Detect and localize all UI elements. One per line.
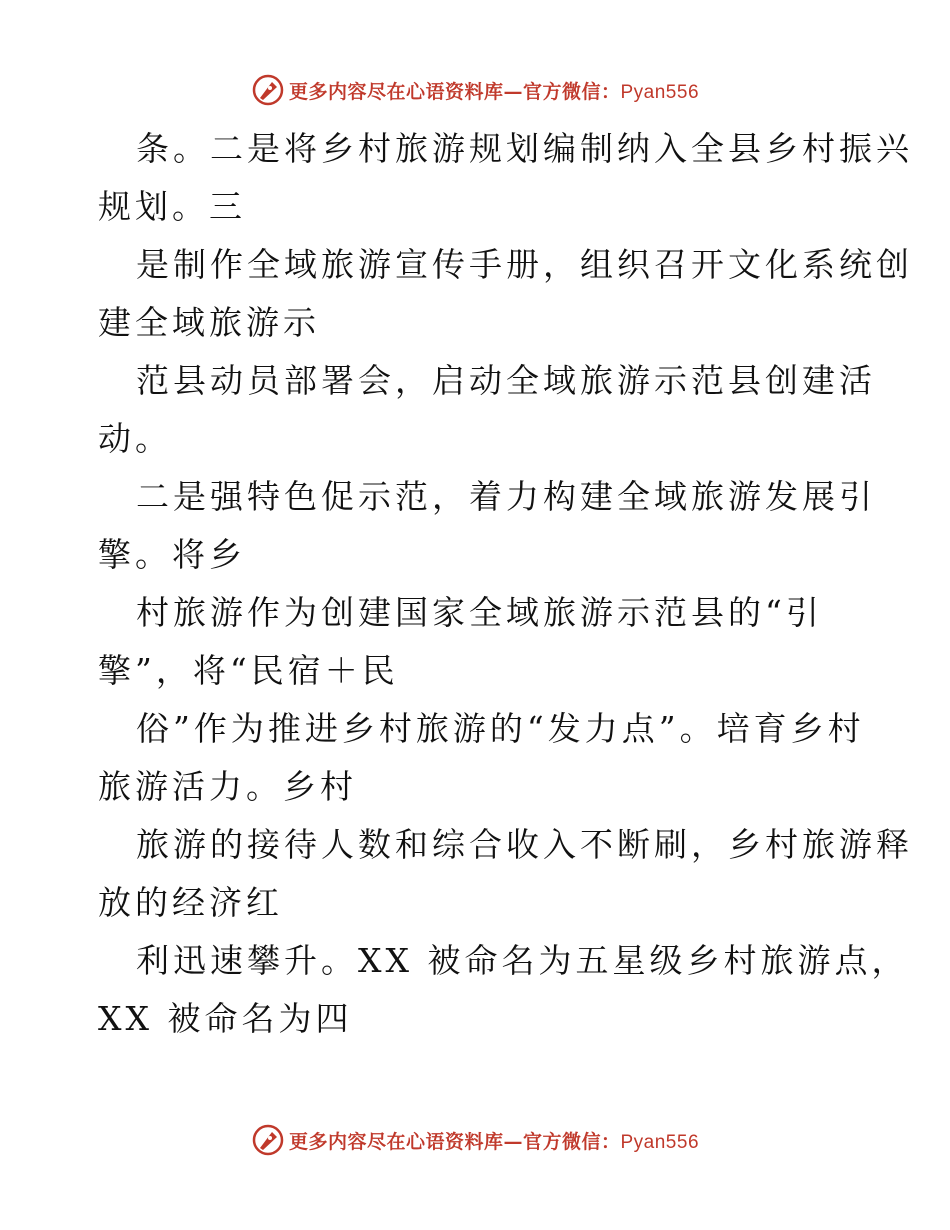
text-line: 放的经济红 [98, 883, 283, 922]
text-line: 条。二是将乡村旅游规划编制纳入全县乡村振兴 [136, 129, 913, 168]
text-line: 旅游活力。乡村 [98, 767, 357, 806]
text-line: 擎”，将“民宿＋民 [98, 651, 399, 690]
text-line: 动。 [98, 419, 172, 458]
text-line: 俗”作为推进乡村旅游的“发力点”。培育乡村 [136, 709, 865, 748]
text-line: 擎。将乡 [98, 535, 246, 574]
document-body [98, 120, 913, 1048]
watermark-text: 更多内容尽在心语资料库—官方微信：Pyan556 [288, 80, 700, 103]
text-line: 规划。三 [98, 187, 246, 226]
text-line: 范县动员部署会，启动全域旅游示范县创建活 [136, 361, 876, 400]
watermark-account: Pyan556 [620, 1131, 700, 1153]
watermark-account: Pyan556 [620, 81, 700, 103]
pen-nib-logo-icon [251, 73, 285, 107]
text-line: 村旅游作为创建国家全域旅游示范县的“引 [136, 593, 823, 632]
text-line: 是制作全域旅游宣传手册，组织召开文化系统创 [136, 245, 913, 284]
text-line: 利迅速攀升。XX 被命名为五星级乡村旅游点， [136, 941, 909, 980]
text-line: 建全域旅游示 [98, 303, 320, 342]
watermark-text: 更多内容尽在心语资料库—官方微信：Pyan556 [288, 1130, 700, 1153]
text-line: XX 被命名为四 [98, 999, 353, 1038]
footer-watermark-banner [0, 1120, 950, 1160]
pen-nib-logo-icon [251, 1123, 285, 1157]
header-watermark-banner [0, 70, 950, 110]
text-line: 二是强特色促示范，着力构建全域旅游发展引 [136, 477, 876, 516]
text-line: 旅游的接待人数和综合收入不断刷，乡村旅游释 [136, 825, 913, 864]
